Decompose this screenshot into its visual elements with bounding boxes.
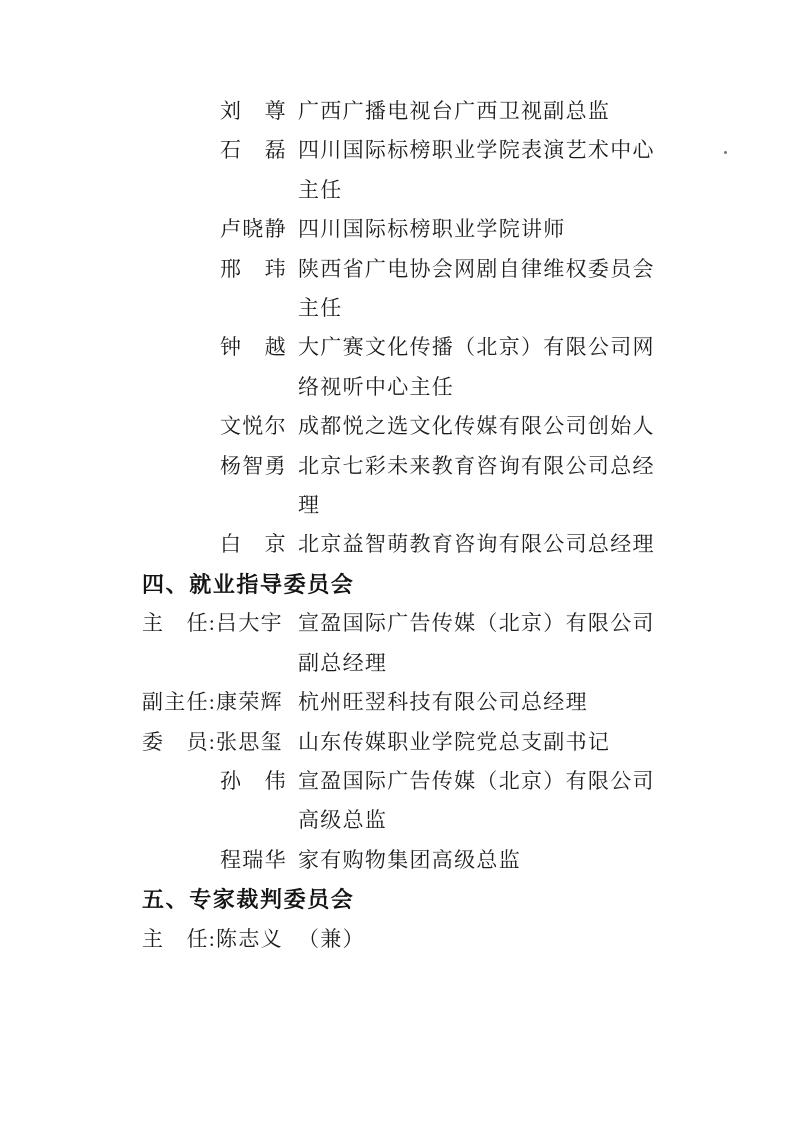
member-role: 委 员: <box>142 729 217 754</box>
member-row <box>142 210 687 249</box>
member-desc-line: 主任 <box>298 296 343 321</box>
member-row <box>142 328 687 407</box>
member-desc <box>298 683 687 722</box>
member-desc <box>298 723 687 762</box>
member-name-cell <box>142 841 298 880</box>
member-name-cell <box>142 92 298 131</box>
member-name: 钟 越 <box>220 335 287 360</box>
member-desc-line: 家有购物集团高级总监 <box>298 847 521 872</box>
member-desc <box>298 407 687 446</box>
member-desc <box>298 604 687 683</box>
member-desc-line: 四川国际标榜职业学院讲师 <box>298 217 566 242</box>
member-row <box>142 131 687 210</box>
member-role: 主 任: <box>142 611 217 636</box>
member-name-cell <box>142 328 298 367</box>
member-name: 卢晓静 <box>220 217 287 242</box>
member-name-cell <box>142 683 298 722</box>
member-name: 孙 伟 <box>220 768 287 793</box>
member-desc <box>298 841 687 880</box>
member-name-cell <box>142 407 298 446</box>
member-desc <box>298 131 687 210</box>
member-desc-line: 宣盈国际广告传媒（北京）有限公司 <box>298 611 655 636</box>
member-name-cell <box>142 723 298 762</box>
member-name: 康荣辉 <box>216 690 283 715</box>
member-desc-line: 杭州旺翌科技有限公司总经理 <box>298 690 588 715</box>
member-name: 陈志义 <box>216 926 283 951</box>
member-name-cell <box>142 525 298 564</box>
member-desc-line: 广西广播电视台广西卫视副总监 <box>298 99 611 123</box>
member-desc-line: （兼） <box>298 926 365 951</box>
section-heading: 四、就业指导委员会 <box>142 571 355 597</box>
member-row <box>142 762 687 841</box>
member-name: 文悦尔 <box>220 414 287 439</box>
member-name: 石 磊 <box>220 138 287 163</box>
member-desc-line: 北京七彩未来教育咨询有限公司总经 <box>298 453 655 478</box>
member-name-cell <box>142 447 298 486</box>
member-name-cell <box>142 762 298 801</box>
member-name-cell <box>142 131 298 170</box>
role-row <box>142 683 687 722</box>
member-desc-line: 副总经理 <box>298 650 388 675</box>
member-name: 程瑞华 <box>220 847 287 872</box>
member-desc <box>298 447 687 526</box>
role-row <box>142 920 687 959</box>
member-name: 邢 玮 <box>220 256 287 281</box>
document-body <box>142 92 687 959</box>
role-row <box>142 723 687 762</box>
member-role: 主 任: <box>142 926 217 951</box>
member-desc-line: 宣盈国际广告传媒（北京）有限公司 <box>298 768 655 793</box>
member-desc-line: 络视听中心主任 <box>298 374 455 399</box>
member-row <box>142 407 687 446</box>
member-desc <box>298 210 687 249</box>
member-desc-line: 山东传媒职业学院党总支副书记 <box>298 729 611 754</box>
member-name-cell <box>142 210 298 249</box>
member-desc-line: 北京益智萌教育咨询有限公司总经理 <box>298 532 655 557</box>
member-desc-line: 理 <box>298 493 321 518</box>
member-name: 杨智勇 <box>220 453 287 478</box>
role-row <box>142 604 687 683</box>
member-desc-line: 主任 <box>298 177 343 202</box>
member-desc <box>298 328 687 407</box>
member-desc <box>298 525 687 564</box>
member-row <box>142 841 687 880</box>
member-name: 吕大宇 <box>216 611 283 636</box>
member-row <box>142 447 687 526</box>
member-desc-line: 成都悦之选文化传媒有限公司创始人 <box>298 414 655 439</box>
member-row <box>142 525 687 564</box>
member-desc <box>298 250 687 329</box>
member-name: 刘 尊 <box>220 99 287 123</box>
member-name-cell <box>142 920 298 959</box>
member-desc <box>298 762 687 841</box>
scan-artifact-dot <box>724 151 727 154</box>
member-name-cell <box>142 250 298 289</box>
member-desc-line: 四川国际标榜职业学院表演艺术中心 <box>298 138 655 163</box>
member-row <box>142 250 687 329</box>
member-desc <box>298 92 687 131</box>
member-role: 副主任: <box>142 690 217 715</box>
member-desc <box>298 920 687 959</box>
member-row <box>142 92 687 131</box>
section-heading: 五、专家裁判委员会 <box>142 887 355 913</box>
member-name: 白 京 <box>220 532 287 557</box>
member-desc-line: 陕西省广电协会网剧自律维权委员会 <box>298 256 655 281</box>
member-desc-line: 高级总监 <box>298 808 388 833</box>
member-name: 张思玺 <box>216 729 283 754</box>
member-name-cell <box>142 604 298 643</box>
member-desc-line: 大广赛文化传播（北京）有限公司网 <box>298 335 655 360</box>
